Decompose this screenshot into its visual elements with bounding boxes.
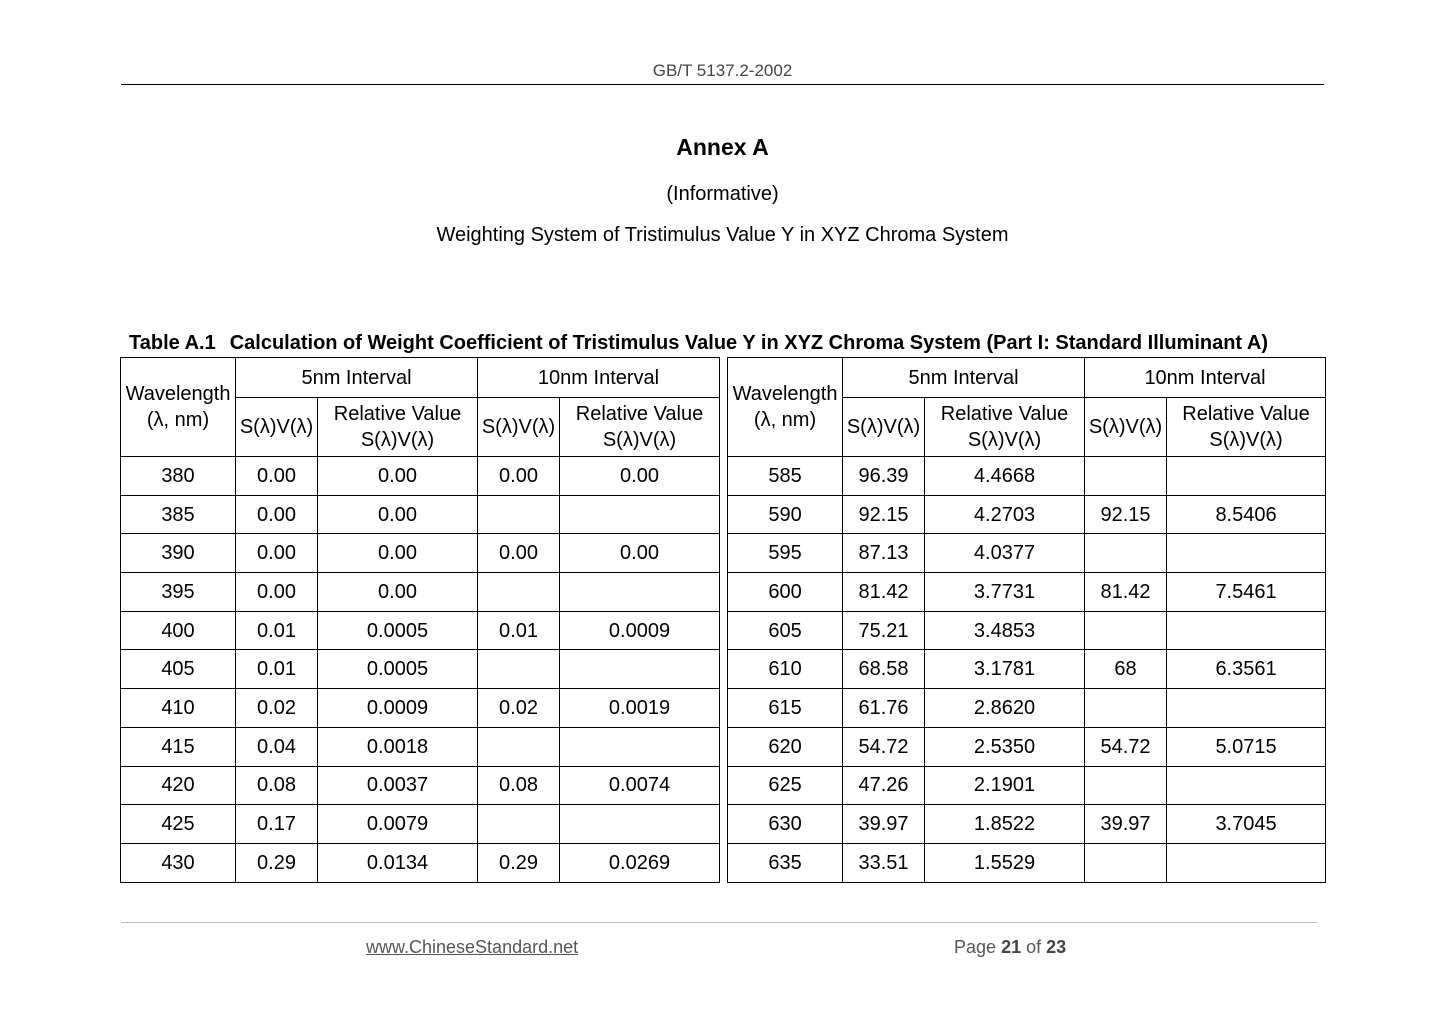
svl-5nm-cell: 33.51 [843, 843, 925, 882]
relative-10nm-cell: 5.0715 [1167, 727, 1326, 766]
relative-10nm-cell [560, 573, 720, 612]
relative-10nm-cell [1167, 843, 1326, 882]
relative-5nm-cell: 1.5529 [925, 843, 1085, 882]
relative-10nm-cell: 0.0019 [560, 689, 720, 728]
wavelength-cell: 625 [728, 766, 843, 805]
header-wavelength-label: Wavelength [125, 383, 231, 405]
header-relative-symbol: S(λ)V(λ) [602, 429, 677, 451]
header-svl: S(λ)V(λ) [478, 398, 560, 457]
header-relative-value [1167, 398, 1326, 457]
table-row [121, 727, 1326, 766]
header-svl: S(λ)V(λ) [843, 398, 925, 457]
relative-5nm-cell: 0.0009 [318, 689, 478, 728]
relative-5nm-cell: 2.5350 [925, 727, 1085, 766]
page-number: 21 [1001, 937, 1022, 957]
header-relative-value [560, 398, 720, 457]
svl-5nm-cell: 0.04 [236, 727, 318, 766]
wavelength-cell: 635 [728, 843, 843, 882]
relative-5nm-cell: 3.7731 [925, 573, 1085, 612]
header-relative-label: Relative Value [333, 403, 462, 425]
header-svl: S(λ)V(λ) [236, 398, 318, 457]
svl-5nm-cell: 75.21 [843, 611, 925, 650]
svl-10nm-cell [1085, 611, 1167, 650]
svl-10nm-cell [478, 495, 560, 534]
relative-10nm-cell: 0.0074 [560, 766, 720, 805]
header-10nm-left: 10nm Interval [478, 358, 720, 398]
svl-5nm-cell: 0.01 [236, 611, 318, 650]
svl-10nm-cell [1085, 689, 1167, 728]
relative-5nm-cell: 2.8620 [925, 689, 1085, 728]
svl-5nm-cell: 47.26 [843, 766, 925, 805]
table-caption-text: Calculation of Weight Coefficient of Tristimulus Value Y in XYZ Chroma System (Part I: Standard Illuminant A) [229, 332, 1269, 354]
relative-10nm-cell [1167, 457, 1326, 496]
header-wavelength-left [121, 358, 236, 457]
header-wavelength-right [728, 358, 843, 457]
relative-5nm-cell: 1.8522 [925, 805, 1085, 844]
svl-10nm-cell: 0.00 [478, 457, 560, 496]
table-header-row-1 [121, 358, 1326, 398]
wavelength-cell: 390 [121, 534, 236, 573]
table-caption [129, 332, 1268, 355]
svl-5nm-cell: 0.08 [236, 766, 318, 805]
website-link[interactable]: www.ChineseStandard.net [366, 937, 579, 957]
table-column-separator [720, 843, 728, 882]
header-svl: S(λ)V(λ) [1085, 398, 1167, 457]
wavelength-cell: 395 [121, 573, 236, 612]
table-column-separator [720, 766, 728, 805]
header-5nm-left: 5nm Interval [236, 358, 478, 398]
page-indicator [954, 937, 1066, 958]
table-column-separator [720, 495, 728, 534]
svl-10nm-cell [1085, 457, 1167, 496]
table-column-separator [720, 689, 728, 728]
svl-5nm-cell: 0.00 [236, 457, 318, 496]
table-body [121, 457, 1326, 883]
svl-5nm-cell: 0.00 [236, 534, 318, 573]
footer-divider [121, 922, 1317, 923]
header-relative-label: Relative Value [940, 403, 1069, 425]
table-column-separator [720, 534, 728, 573]
wavelength-cell: 615 [728, 689, 843, 728]
svl-5nm-cell: 96.39 [843, 457, 925, 496]
svl-5nm-cell: 92.15 [843, 495, 925, 534]
header-relative-value [318, 398, 478, 457]
relative-10nm-cell [560, 805, 720, 844]
table-column-separator [720, 727, 728, 766]
wavelength-cell: 630 [728, 805, 843, 844]
table-row [121, 843, 1326, 882]
wavelength-cell: 590 [728, 495, 843, 534]
wavelength-cell: 385 [121, 495, 236, 534]
svl-5nm-cell: 0.17 [236, 805, 318, 844]
relative-10nm-cell: 8.5406 [1167, 495, 1326, 534]
header-relative-symbol: S(λ)V(λ) [1209, 429, 1283, 451]
wavelength-cell: 380 [121, 457, 236, 496]
table-column-separator [720, 805, 728, 844]
relative-5nm-cell: 0.0005 [318, 650, 478, 689]
svl-5nm-cell: 0.00 [236, 573, 318, 612]
weight-coefficient-table [120, 357, 1326, 883]
relative-5nm-cell: 2.1901 [925, 766, 1085, 805]
annex-title: Annex A [676, 134, 769, 160]
svl-5nm-cell: 0.02 [236, 689, 318, 728]
relative-10nm-cell: 7.5461 [1167, 573, 1326, 612]
svl-5nm-cell: 68.58 [843, 650, 925, 689]
header-wavelength-unit: (λ, nm) [146, 409, 210, 431]
header-10nm-right: 10nm Interval [1085, 358, 1326, 398]
relative-10nm-cell: 0.0269 [560, 843, 720, 882]
relative-10nm-cell [1167, 689, 1326, 728]
wavelength-cell: 610 [728, 650, 843, 689]
page-total: 23 [1046, 937, 1067, 957]
table-row [121, 805, 1326, 844]
table-column-separator [720, 457, 728, 496]
relative-5nm-cell: 4.2703 [925, 495, 1085, 534]
table-row [121, 689, 1326, 728]
svl-10nm-cell [478, 650, 560, 689]
relative-5nm-cell: 0.00 [318, 534, 478, 573]
table-row [121, 534, 1326, 573]
svl-5nm-cell: 61.76 [843, 689, 925, 728]
table-column-separator [720, 358, 728, 457]
relative-5nm-cell: 0.0037 [318, 766, 478, 805]
header-relative-label: Relative Value [575, 403, 704, 425]
table-column-separator [720, 573, 728, 612]
relative-5nm-cell: 0.0134 [318, 843, 478, 882]
svl-10nm-cell: 0.00 [478, 534, 560, 573]
relative-5nm-cell: 0.00 [318, 495, 478, 534]
relative-10nm-cell: 0.00 [560, 457, 720, 496]
svl-10nm-cell [478, 727, 560, 766]
relative-10nm-cell [1167, 534, 1326, 573]
wavelength-cell: 405 [121, 650, 236, 689]
svl-10nm-cell: 0.02 [478, 689, 560, 728]
header-relative-symbol: S(λ)V(λ) [360, 429, 435, 451]
svl-10nm-cell [478, 573, 560, 612]
svl-5nm-cell: 81.42 [843, 573, 925, 612]
wavelength-cell: 595 [728, 534, 843, 573]
wavelength-cell: 425 [121, 805, 236, 844]
header-wavelength-unit: (λ, nm) [753, 409, 817, 431]
relative-5nm-cell: 0.00 [318, 457, 478, 496]
header-relative-symbol: S(λ)V(λ) [967, 429, 1042, 451]
svl-10nm-cell [478, 805, 560, 844]
header-wavelength-label: Wavelength [732, 383, 838, 405]
svl-5nm-cell: 87.13 [843, 534, 925, 573]
svl-10nm-cell: 0.29 [478, 843, 560, 882]
svl-5nm-cell: 54.72 [843, 727, 925, 766]
relative-5nm-cell: 0.0079 [318, 805, 478, 844]
relative-5nm-cell: 0.0018 [318, 727, 478, 766]
header-relative-value [925, 398, 1085, 457]
relative-10nm-cell [560, 727, 720, 766]
table-column-separator [720, 611, 728, 650]
relative-5nm-cell: 3.4853 [925, 611, 1085, 650]
svl-10nm-cell [1085, 766, 1167, 805]
annex-subtitle: (Informative) [666, 183, 779, 205]
header-divider [121, 84, 1324, 85]
relative-5nm-cell: 0.0005 [318, 611, 478, 650]
wavelength-cell: 605 [728, 611, 843, 650]
wavelength-cell: 410 [121, 689, 236, 728]
table-row [121, 766, 1326, 805]
wavelength-cell: 430 [121, 843, 236, 882]
svl-10nm-cell [1085, 843, 1167, 882]
table-row [121, 573, 1326, 612]
annex-description: Weighting System of Tristimulus Value Y in XYZ Chroma System [436, 224, 1009, 246]
svl-5nm-cell: 0.01 [236, 650, 318, 689]
svl-10nm-cell: 68 [1085, 650, 1167, 689]
page-prefix: Page [954, 937, 997, 957]
table-row [121, 495, 1326, 534]
svl-10nm-cell: 54.72 [1085, 727, 1167, 766]
svl-10nm-cell [1085, 534, 1167, 573]
svl-10nm-cell: 39.97 [1085, 805, 1167, 844]
svl-5nm-cell: 39.97 [843, 805, 925, 844]
svl-10nm-cell: 81.42 [1085, 573, 1167, 612]
relative-10nm-cell: 0.00 [560, 534, 720, 573]
table-row [121, 650, 1326, 689]
header-relative-label: Relative Value [1182, 403, 1310, 425]
table-row [121, 457, 1326, 496]
page-of: of [1026, 937, 1042, 957]
svl-10nm-cell: 92.15 [1085, 495, 1167, 534]
header-5nm-right: 5nm Interval [843, 358, 1085, 398]
relative-5nm-cell: 4.4668 [925, 457, 1085, 496]
relative-5nm-cell: 3.1781 [925, 650, 1085, 689]
svl-10nm-cell: 0.01 [478, 611, 560, 650]
relative-5nm-cell: 4.0377 [925, 534, 1085, 573]
relative-10nm-cell: 0.0009 [560, 611, 720, 650]
wavelength-cell: 585 [728, 457, 843, 496]
wavelength-cell: 620 [728, 727, 843, 766]
relative-10nm-cell [1167, 611, 1326, 650]
relative-5nm-cell: 0.00 [318, 573, 478, 612]
table-caption-id: Table A.1 [129, 332, 216, 354]
relative-10nm-cell: 3.7045 [1167, 805, 1326, 844]
document-code: GB/T 5137.2-2002 [652, 61, 793, 80]
svl-5nm-cell: 0.00 [236, 495, 318, 534]
wavelength-cell: 420 [121, 766, 236, 805]
relative-10nm-cell [560, 495, 720, 534]
relative-10nm-cell [560, 650, 720, 689]
table-row [121, 611, 1326, 650]
relative-10nm-cell [1167, 766, 1326, 805]
relative-10nm-cell: 6.3561 [1167, 650, 1326, 689]
wavelength-cell: 400 [121, 611, 236, 650]
svl-10nm-cell: 0.08 [478, 766, 560, 805]
svl-5nm-cell: 0.29 [236, 843, 318, 882]
wavelength-cell: 415 [121, 727, 236, 766]
table-column-separator [720, 650, 728, 689]
wavelength-cell: 600 [728, 573, 843, 612]
